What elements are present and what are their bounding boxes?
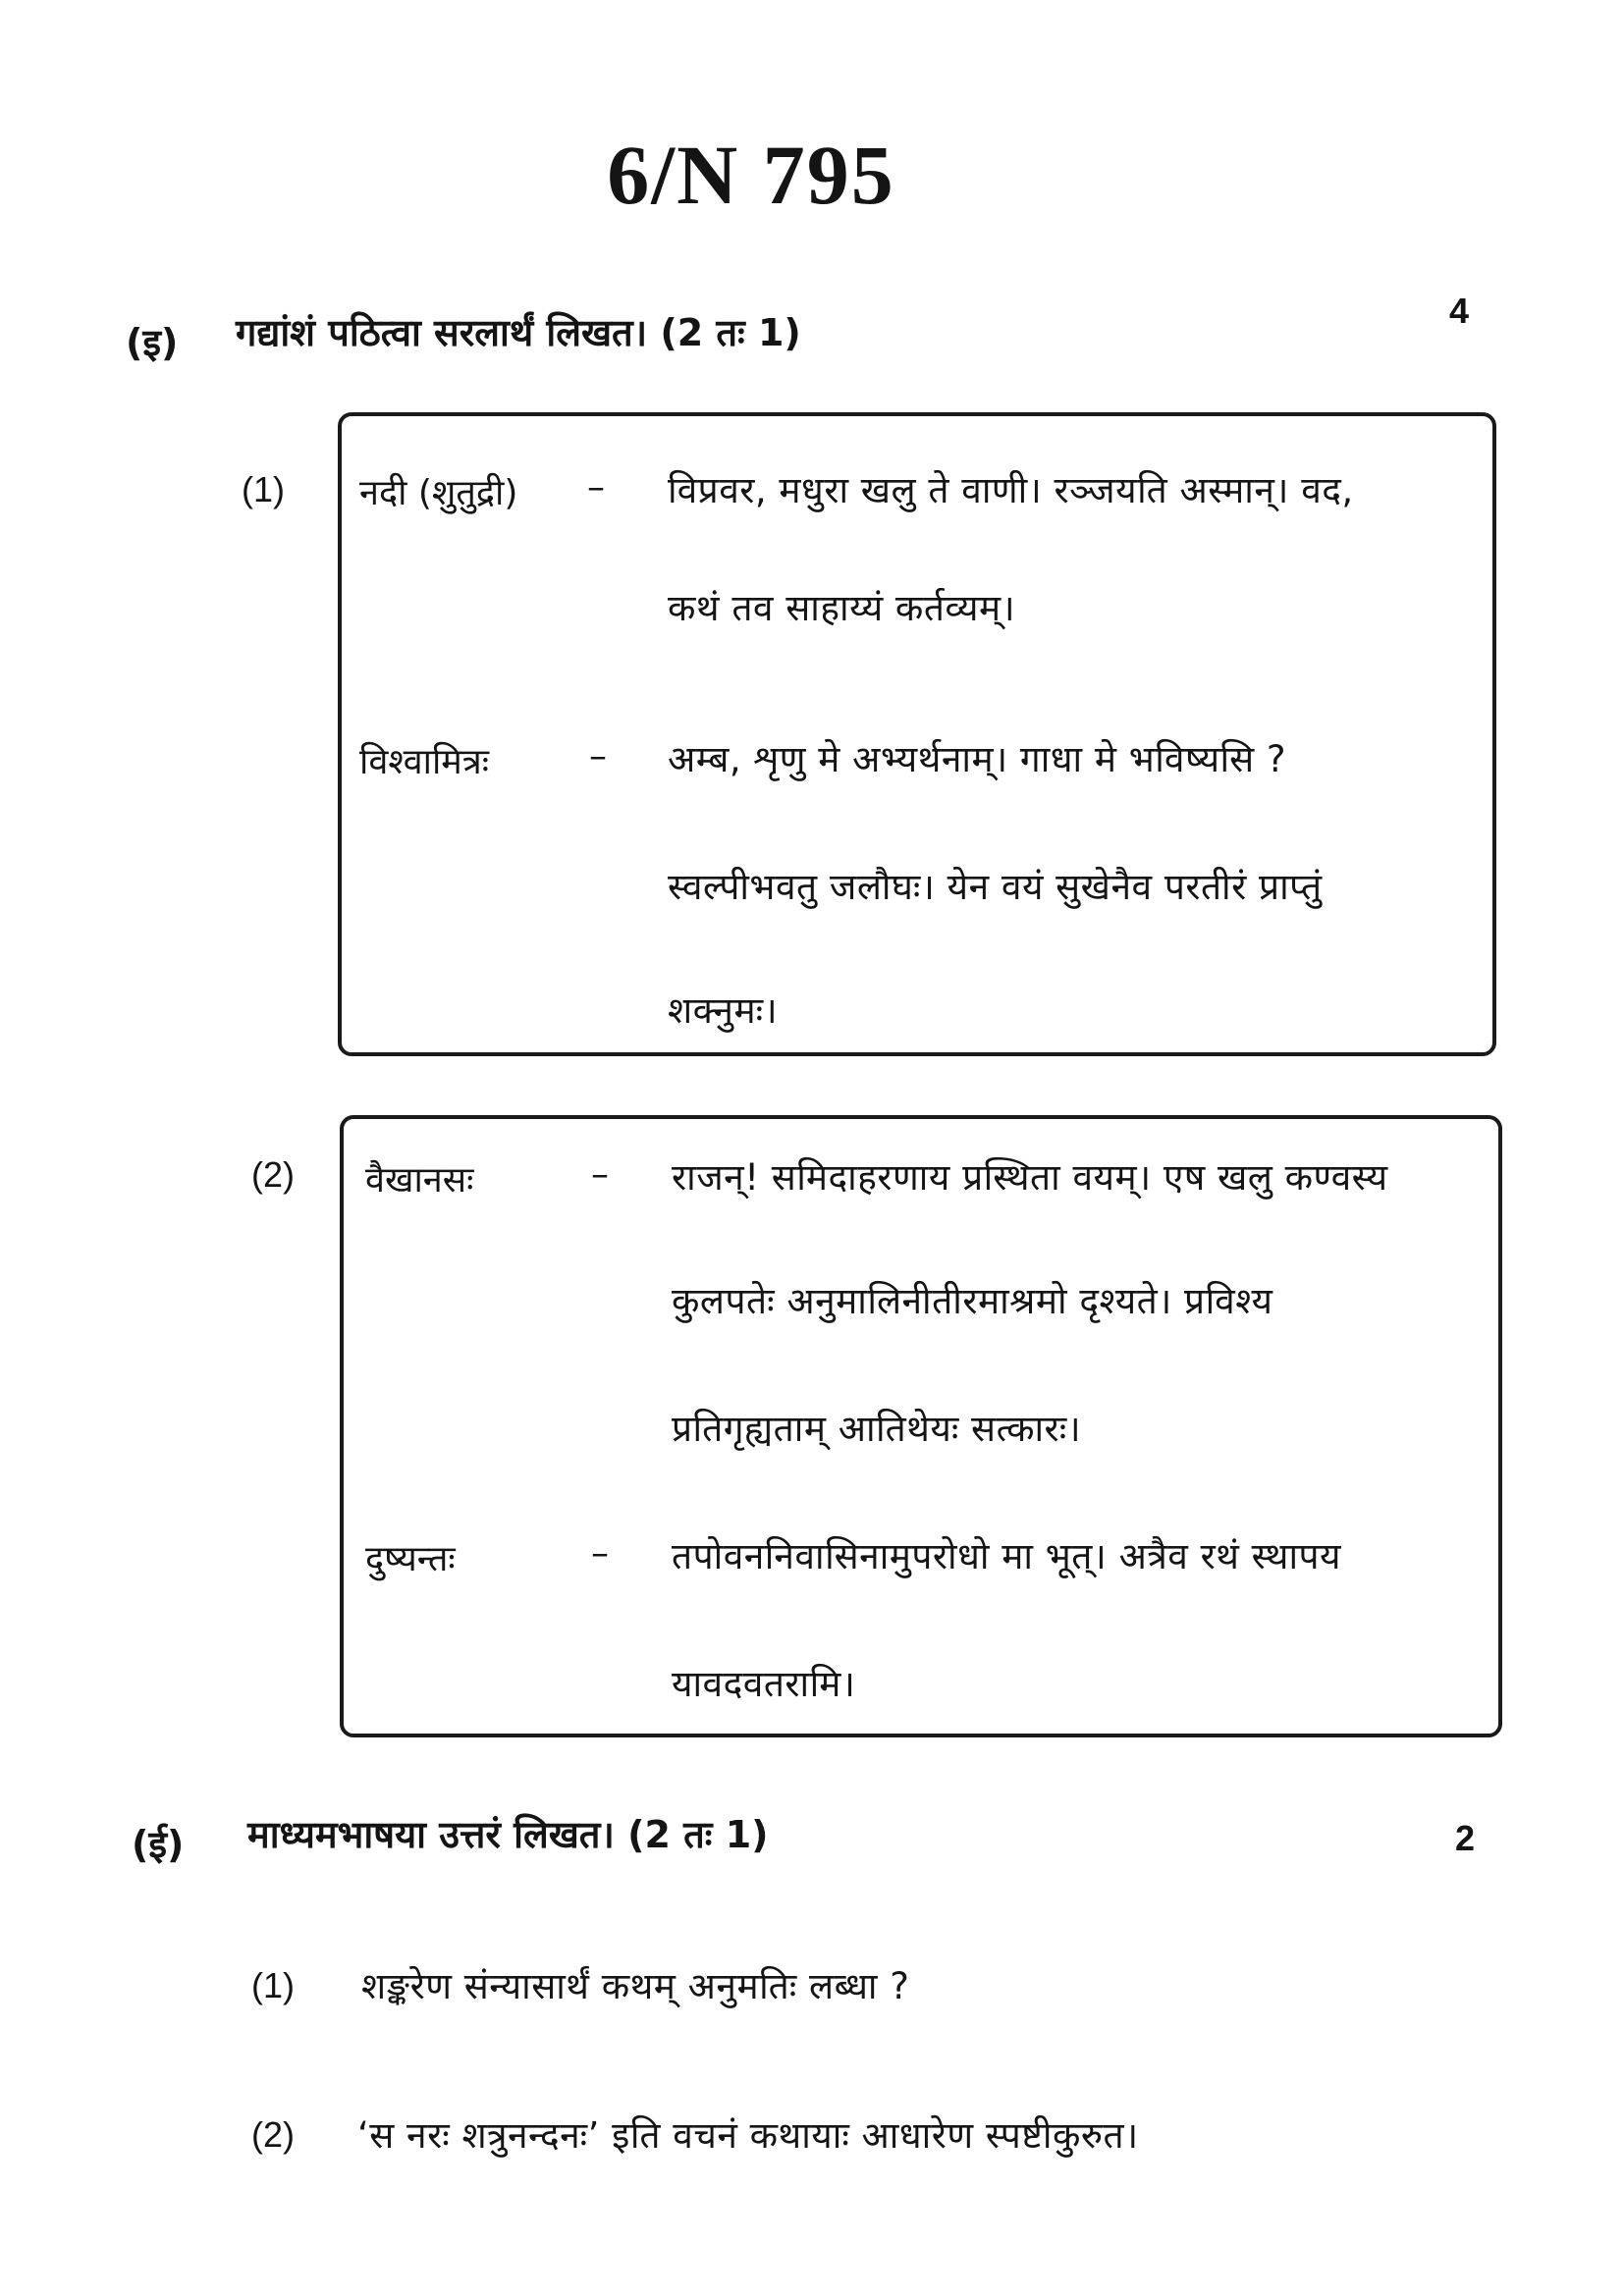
passage-number: (2) <box>251 1154 295 1195</box>
question-instruction: माध्यमभाषया उत्तरं लिखत। (2 तः 1) <box>247 1813 769 1856</box>
dialogue-line: तपोवननिवासिनामुपरोधो मा भूत्। अत्रैव रथं स्थापय <box>672 1535 1342 1577</box>
speaker-name: विश्वामित्रः <box>359 742 489 782</box>
dialogue-dash: – <box>589 736 607 776</box>
paper-code: 6/N 795 <box>607 128 895 222</box>
question-marks: 4 <box>1449 291 1470 331</box>
dialogue-line: शक्नुमः। <box>668 989 779 1032</box>
question-instruction: गद्यांशं पठित्वा सरलार्थं लिखत। (2 तः 1) <box>236 311 801 354</box>
passage-box-1 <box>338 412 1496 1056</box>
dialogue-dash: – <box>591 1154 609 1195</box>
dialogue-dash: – <box>591 1533 609 1574</box>
dialogue-dash: – <box>587 467 605 507</box>
passage-number: (1) <box>242 469 285 509</box>
dialogue-line: प्रतिगृह्यताम् आतिथेयः सत्कारः। <box>672 1408 1082 1450</box>
question-label: (ई) <box>132 1823 185 1866</box>
speaker-name: दुष्यन्तः <box>365 1539 456 1579</box>
dialogue-line: कुलपतेः अनुमालिनीतीरमाश्रमो दृश्यते। प्रविश्य <box>672 1280 1273 1322</box>
subquestion-number: (1) <box>251 1965 295 2005</box>
dialogue-line: कथं तव साहाय्यं कर्तव्यम्। <box>668 587 1016 629</box>
dialogue-line: विप्रवर, मधुरा खलु ते वाणी। रञ्जयति अस्मान्। वद, <box>668 469 1354 511</box>
passage-box-2 <box>340 1115 1502 1737</box>
dialogue-line: राजन्! समिदाहरणाय प्रस्थिता वयम्। एष खलु कण्वस्य <box>672 1156 1388 1199</box>
speaker-name: नदी (शुतुद्री) <box>359 473 518 513</box>
question-label: (इ) <box>126 321 179 364</box>
speaker-name: वैखानसः <box>365 1160 474 1201</box>
subquestion-text: शङ्करेण संन्यासार्थं कथम् अनुमतिः लब्धा ? <box>361 1965 910 2007</box>
subquestion-text: ‘स नरः शत्रुनन्दनः’ इति वचनं कथायाः आधारेण स्पष्टीकुरुत। <box>357 2114 1139 2157</box>
dialogue-line: अम्ब, शृणु मे अभ्यर्थनाम्। गाधा मे भविष्यसि ? <box>668 738 1287 780</box>
question-marks: 2 <box>1455 1818 1476 1858</box>
dialogue-line: स्वल्पीभवतु जलौघः। येन वयं सुखेनैव परतीरं प्राप्तुं <box>668 866 1323 908</box>
subquestion-number: (2) <box>251 2114 295 2155</box>
dialogue-line: यावदवतरामि। <box>672 1663 856 1705</box>
